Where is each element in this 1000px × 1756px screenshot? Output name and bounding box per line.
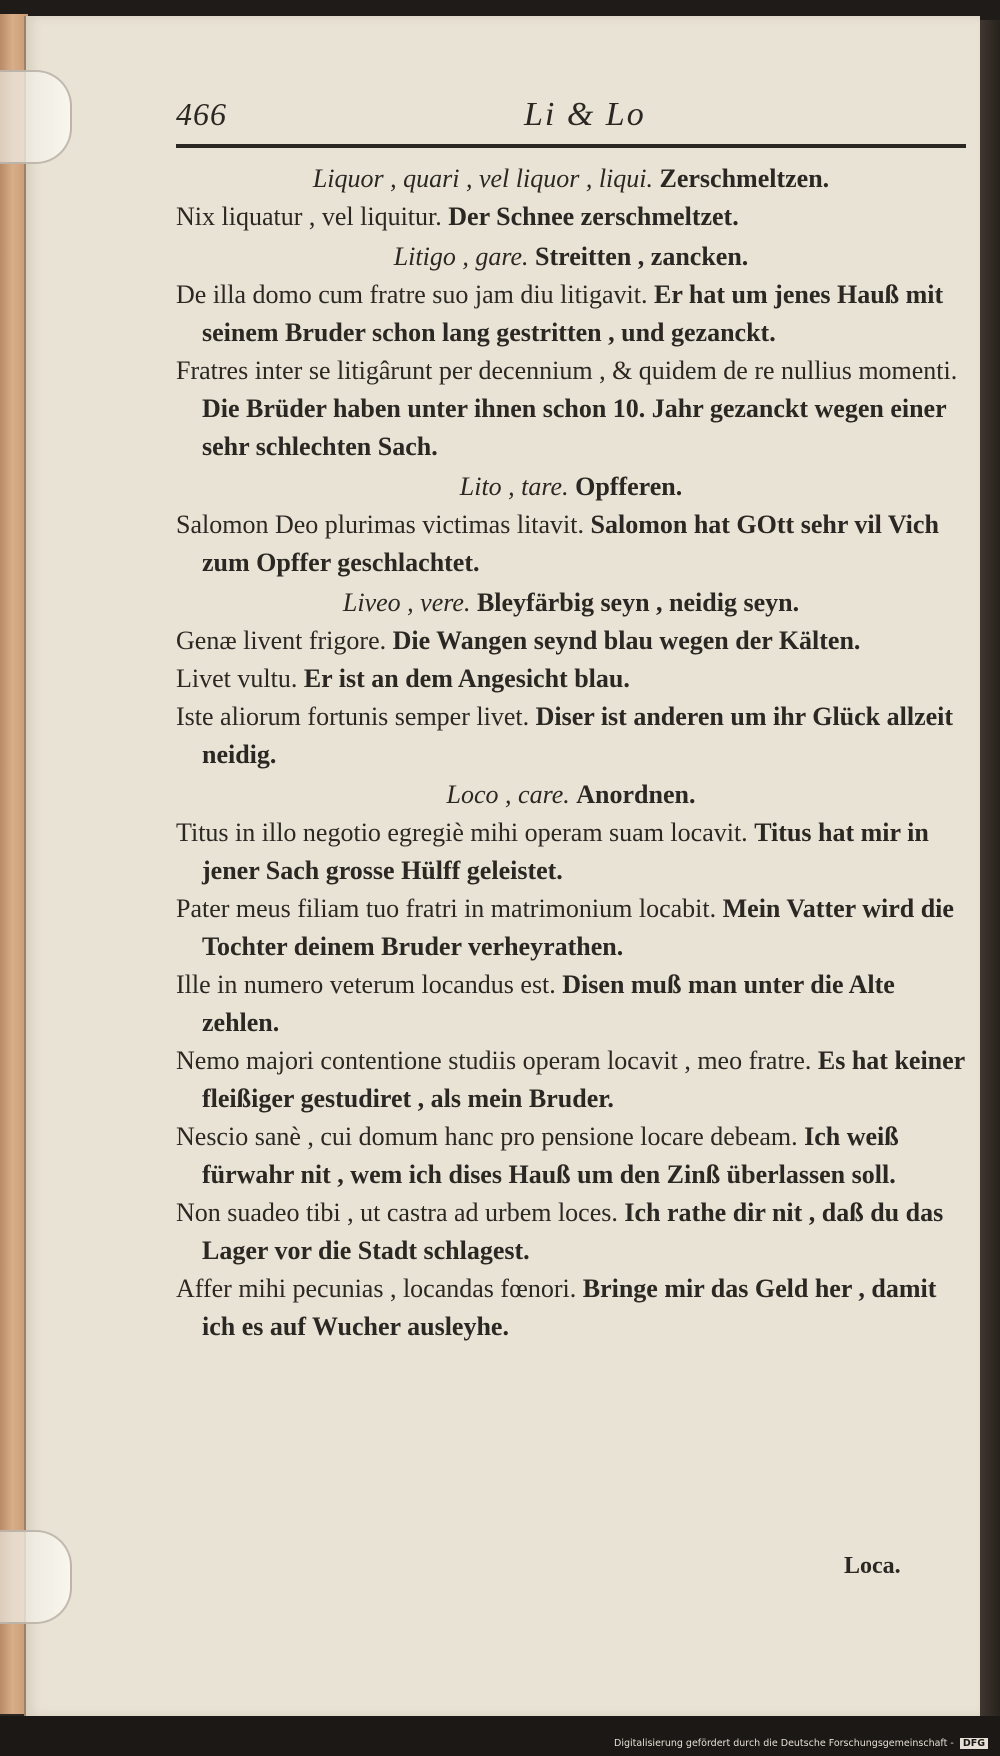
example-entry (176, 966, 966, 1042)
page-clip-top (0, 70, 72, 164)
example-latin: Ille in numero veterum locandus est. (176, 970, 556, 999)
example-entry (176, 890, 966, 966)
example-entry (176, 276, 966, 352)
example-german: Es hat keiner fleißiger gestudiret , als mein Bruder. (202, 1046, 965, 1113)
scan-bottom-border (0, 1716, 1000, 1756)
headword: Loco , care. (446, 780, 570, 809)
example-latin: Titus in illo negotio egregiè mihi operam suam locavit. (176, 818, 748, 847)
entry-head-litigo (176, 238, 966, 276)
example-latin: Pater meus filiam tuo fratri in matrimonium locabit. (176, 894, 717, 923)
dfg-logo: DFG (960, 1738, 988, 1749)
page-clip-bottom (0, 1530, 72, 1624)
example-german: Disen muß man unter die Alte zehlen. (202, 970, 895, 1037)
example-german: Die Wangen seynd blau wegen der Kälten. (392, 626, 861, 655)
headword-translation: Zerschmeltzen. (659, 164, 830, 193)
example-entry (176, 814, 966, 890)
example-entry (176, 660, 966, 698)
dictionary-content (176, 158, 966, 1346)
page-number: 466 (176, 96, 227, 132)
catchword: Loca. (844, 1553, 901, 1579)
headword: Litigo , gare. (393, 242, 529, 271)
running-header: Li & Lo (524, 96, 646, 133)
entry-head-loco (176, 776, 966, 814)
example-german: Titus hat mir in jener Sach grosse Hülff geleistet. (202, 818, 929, 885)
example-german: Ich weiß fürwahr nit , wem ich dises Hauß um den Zinß überlassen soll. (202, 1122, 899, 1189)
example-german: Er hat um jenes Hauß mit seinem Bruder schon lang gestritten , und gezanckt. (202, 280, 944, 347)
example-entry (176, 198, 966, 236)
example-latin: Nemo majori contentione studiis operam locavit , meo fratre. (176, 1046, 812, 1075)
headword: Liveo , vere. (342, 588, 471, 617)
example-latin: Fratres inter se litigârunt per decennium , & quidem de re nullius momenti. (176, 356, 958, 385)
headword-translation: Opfferen. (575, 472, 683, 501)
entry-head-liquor (176, 160, 966, 198)
example-german: Ich rathe dir nit , daß du das Lager vor die Stadt schlagest. (202, 1198, 944, 1265)
example-latin: Iste aliorum fortunis semper livet. (176, 702, 530, 731)
example-german: Der Schnee zerschmeltzet. (448, 202, 739, 231)
example-entry (176, 1118, 966, 1194)
example-latin: Affer mihi pecunias , locandas fœnori. (176, 1274, 577, 1303)
headword: Lito , tare. (459, 472, 569, 501)
example-german: Er ist an dem Angesicht blau. (303, 664, 630, 693)
headword-translation: Bleyfärbig seyn , neidig seyn. (476, 588, 800, 617)
header-rule (176, 144, 966, 148)
example-german: Salomon hat GOtt sehr vil Vich zum Opffer geschlachtet. (202, 510, 939, 577)
example-latin: Livet vultu. (176, 664, 298, 693)
example-german: Bringe mir das Geld her , damit ich es auf Wucher ausleyhe. (202, 1274, 937, 1341)
example-german: Mein Vatter wird die Tochter deinem Bruder verheyrathen. (202, 894, 954, 961)
example-german: Diser ist anderen um ihr Glück allzeit neidig. (202, 702, 954, 769)
example-latin: De illa domo cum fratre suo jam diu litigavit. (176, 280, 648, 309)
example-latin: Salomon Deo plurimas victimas litavit. (176, 510, 585, 539)
example-entry (176, 1194, 966, 1270)
example-german: Die Brüder haben unter ihnen schon 10. Jahr gezanckt wegen einer sehr schlechten Sach. (202, 394, 947, 461)
example-entry (176, 506, 966, 582)
example-entry (176, 622, 966, 660)
entry-head-liveo (176, 584, 966, 622)
example-latin: Nix liquatur , vel liquitur. (176, 202, 442, 231)
credit-text: Digitalisierung gefördert durch die Deutsche Forschungsgemeinschaft - (614, 1738, 954, 1749)
example-entry (176, 1042, 966, 1118)
example-entry (176, 352, 966, 466)
entry-head-lito (176, 468, 966, 506)
digitization-credit (614, 1738, 988, 1749)
example-latin: Non suadeo tibi , ut castra ad urbem loces. (176, 1198, 618, 1227)
example-latin: Nescio sanè , cui domum hanc pro pensione locare debeam. (176, 1122, 798, 1151)
example-entry (176, 698, 966, 774)
headword: Liquor , quari , vel liquor , liqui. (312, 164, 653, 193)
example-entry (176, 1270, 966, 1346)
headword-translation: Anordnen. (576, 780, 696, 809)
example-latin: Genæ livent frigore. (176, 626, 387, 655)
headword-translation: Streitten , zancken. (535, 242, 749, 271)
